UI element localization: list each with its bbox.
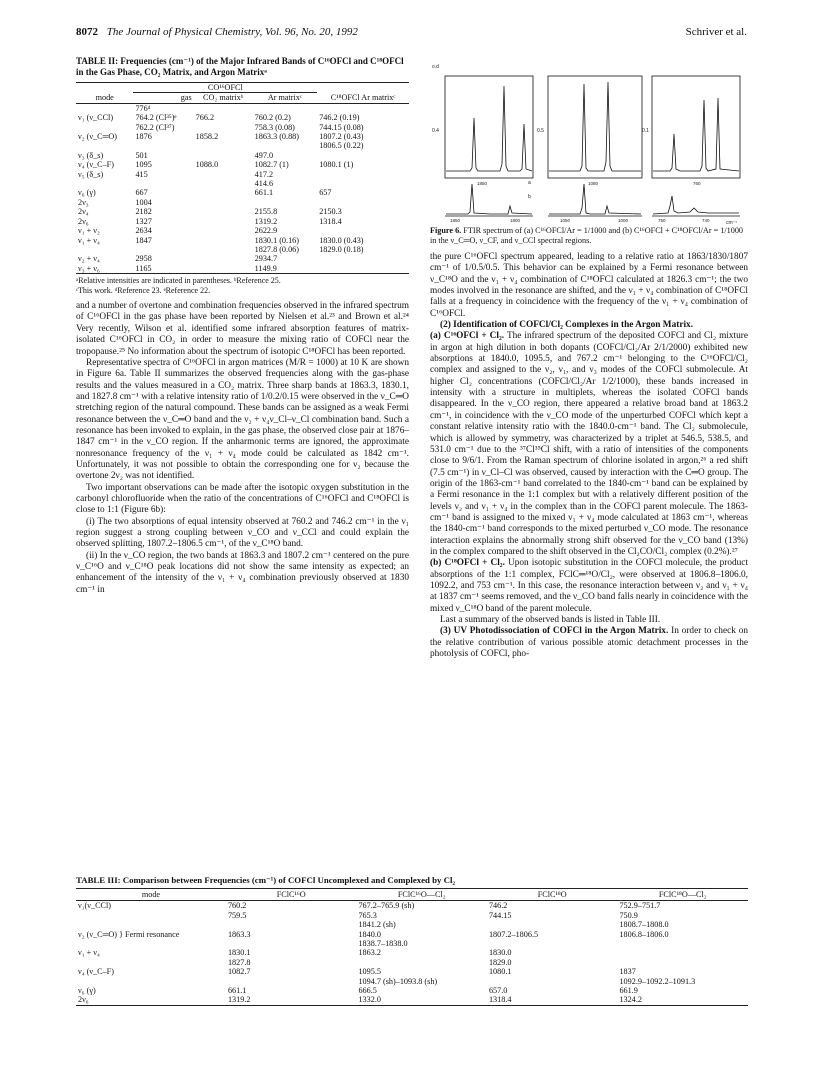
table-cell: 1863.3 (0.88) bbox=[254, 132, 299, 142]
table-cell: 1830.0 (0.43) 1829.0 (0.18) bbox=[319, 235, 364, 254]
table-cell bbox=[253, 198, 318, 207]
table-row bbox=[76, 236, 409, 255]
table-cell bbox=[617, 948, 748, 967]
table2-caption: TABLE II: Frequencies (cm⁻¹) of the Major Infrared Bands of C¹⁶OFCl and C¹⁸OFCl in the Gas Phase, CO₂ Matrix, and Argon Matrixᵃ bbox=[76, 56, 404, 77]
table-cell: ν₁ + ν₄ bbox=[78, 235, 100, 245]
paragraph: the pure C¹⁶OFCl spectrum appeared, leading to a relative ratio at 1863/1830/1807 cm⁻¹ of 1/0.5/0.5. This behavior can be explained by a Fermi resonance between ν_C¹⁸O and the ν₁ + ν₄ combination of C¹⁸OFCl calculated at 1826.3 cm⁻¹; the two modes involved in the resonance are shifted, and the ν₁ + ν₄ combination of C¹⁸OFCl falls at a frequency in coincidence with the frequency of the ν₁ + ν₄ combination of C¹⁶OFCl. bbox=[430, 252, 748, 319]
table-cell: 1080.1 bbox=[488, 967, 512, 977]
table-cell: 1807.2–1806.5 bbox=[488, 929, 539, 939]
table-cell: 1840.0 1838.7–1838.0 bbox=[358, 929, 408, 949]
table2-group-header: CO¹⁶OFCl bbox=[133, 83, 317, 93]
table2-column-header: C¹⁸OFCl Ar matrixᶜ bbox=[317, 93, 409, 103]
table2-column-header: mode bbox=[76, 93, 133, 103]
table-cell: 1876 bbox=[135, 132, 152, 142]
table-cell: 1082.7 bbox=[227, 967, 251, 977]
table-cell: 760.2 759.5 bbox=[227, 901, 247, 920]
table-row bbox=[76, 170, 409, 189]
table-cell: ν₆ (γ) bbox=[78, 986, 96, 996]
table-cell: 1847 bbox=[135, 235, 152, 245]
table-row bbox=[76, 930, 748, 949]
ftir-spectrum-plot bbox=[430, 56, 748, 224]
table-cell: 417.2 414.6 bbox=[254, 169, 274, 189]
table-cell: 1149.9 bbox=[253, 264, 318, 274]
table-cell: 1095.5 1094.7 (sh)–1093.8 (sh) bbox=[358, 967, 438, 986]
table-cell bbox=[317, 151, 409, 160]
table2-column-header: CO₂ matrixᵇ bbox=[194, 93, 253, 103]
table-cell bbox=[194, 188, 253, 197]
subheading: (a) C¹⁶OFCl + Cl₂. bbox=[430, 331, 505, 342]
page-header bbox=[76, 26, 747, 40]
table3-column-header: FClC¹⁸O bbox=[487, 889, 618, 901]
table-cell: 2934.7 bbox=[254, 254, 278, 264]
tick-label: 1050 bbox=[560, 218, 571, 223]
table-cell bbox=[194, 207, 253, 216]
table-row bbox=[76, 198, 409, 207]
table-cell: ν₅ (δ_s) bbox=[78, 169, 104, 179]
table-cell bbox=[317, 170, 409, 189]
table-cell: ν₃ (δ_s) bbox=[78, 150, 104, 160]
paragraph bbox=[430, 558, 748, 615]
table-cell bbox=[194, 236, 253, 255]
spectrum-trace bbox=[653, 196, 739, 214]
table-cell bbox=[194, 217, 253, 226]
table-cell: 764.2 (Cl³⁵)ᵉ 762.2 (Cl³⁷) bbox=[135, 113, 177, 132]
paragraph: and a number of overtone and combination frequencies observed in the infrared spectrum of C¹⁶OFCl in the gas phase have been reported by Nielsen et al.²³ and Brown et al.²⁴ Very recently, Wilson et al. identified some infrared absorption features of matrix-isolated C¹⁶OFCl in CO₂ in order to measure the mixing ratio of COFCl near the tropopause.²⁵ No information about the spectrum of isotopic C¹⁸OFCl has been reported. bbox=[76, 301, 409, 357]
table-row bbox=[76, 264, 409, 274]
figure-6 bbox=[430, 56, 748, 224]
table-cell bbox=[317, 254, 409, 263]
paragraph bbox=[430, 626, 748, 660]
spectrum-trace bbox=[549, 184, 641, 214]
table-cell: 1319.2 bbox=[226, 995, 357, 1005]
table-cell: 2ν₆ bbox=[76, 995, 226, 1005]
axis-unit: cm⁻¹ bbox=[726, 220, 737, 224]
paragraph: Two important observations can be made after the isotopic oxygen substitution in the carbonyl chlorofluoride when the ratio of the concentrations of C¹⁶OFCl and C¹⁸OFCl is close to 1:1 (Figure 6b): bbox=[76, 482, 409, 516]
table-row bbox=[76, 254, 409, 263]
panel-box bbox=[445, 76, 533, 178]
scale-label: 0.5 bbox=[537, 128, 544, 134]
table-cell bbox=[317, 226, 409, 235]
table-cell: 1830.1 (0.16) 1827.8 (0.06) bbox=[254, 235, 299, 254]
table-row bbox=[76, 151, 409, 160]
left-column bbox=[76, 56, 409, 596]
paragraph: Representative spectra of C¹⁶OFCl in argon matrices (M/R = 1000) at 10 K are shown in Figure 6a. Table II summarizes the observed frequencies along with the gas-phase results and the values measured in a CO₂ matrix. Three sharp bands at 1863.3, 1830.1, and 1827.8 cm⁻¹ with a relative intensity ratio of 1/0.2/0.15 were observed in the ν_C═O stretching region of the natural compound. These bands can be assigned as a weak Fermi resonance between the ν_C═O band and the ν₂ + ν₄ν_Cl–ν_Cl combination band. Such a resonance has been invoked to explain, in the gas phase, the observed close pair at 1876–1847 cm⁻¹ in the ν_CO region. If the anharmonic terms are ignored, the approximate nonresonance frequency of the ν₁ + ν₄ mode could be calculated as 1842 cm⁻¹. Unfortunately, it was not possible to obtain the corresponding one for ν₂ because the overtone 2ν₂ was not identified. bbox=[76, 357, 409, 482]
fermi-resonance-note: } Fermi resonance bbox=[117, 929, 180, 939]
spectrum-trace bbox=[446, 86, 532, 171]
table-cell: 1830.0 1829.0 bbox=[488, 948, 512, 967]
table-cell: 1863.2 bbox=[358, 948, 381, 958]
paragraph-text: The infrared spectrum of the deposited COFCl and Cl₂ mixture in argon at high dilution in both dopants (COFCl/Cl₂/Ar 2/1/2000) exhibited new absorptions at 1840.0, 1095.5, and 767.2 cm⁻¹ belonging to the C¹⁶OFCl/Cl₂ complex and assigned to the ν₂, ν₁, and ν₃ modes of the COFCl submolecule. At higher Cl₂ concentrations (COFCl/Cl₂/Ar 1/2/1000), these bands increased in intensity with a structure in multiplets, whereas the isolated COFCl bands disappeared. In the ν_CO region, there appeared a relative broad band at 1863.2 cm⁻¹, in coincidence with the ν_CO mode of the unperturbed COFCl which kept a constant relative intensity ratio with the 1840.0-cm⁻¹ band. The Cl₂ submolecule, which is allowed by symmetry, was characterized by a triplet at 546.5, 538.5, and 531.0 cm⁻¹ due to the ³⁷Cl³⁵Cl shift, with a ratio of intensities of the components close to 9/6/1. From the Raman spectrum of chlorine isolated in argon,²⁶ a red shift (7.5 cm⁻¹) in ν_Cl–Cl was observed, caused by interaction with the C═O group. The origin of the 1863-cm⁻¹ band correlated to the 1840-cm⁻¹ band can be explained by a Fermi resonance in the 1:1 complex but with a relatively different position of the levels ν₂ and ν₁ + ν₄ in the complex than in the COFCl parent molecule. The 1863-cm⁻¹ band is assigned to the mixed ν₁ + ν₄ mode calculated at 1863 cm⁻¹, whereas the 1840-cm⁻¹ band corresponds to the mixed perturbed ν_CO mode. The resonance interaction explains the abnormally strong shift observed for the ν_CO band (13%) in the complex compared to the shift observed in the Cl₂CO/Cl₂ complex (0.2%).²⁷ bbox=[430, 331, 749, 557]
table2 bbox=[76, 82, 409, 274]
paragraph: (ii) In the ν_CO region, the two bands at 1863.3 and 1807.2 cm⁻¹ centered on the pure ν_C¹⁶O and ν_C¹⁸O peak locations did not show the same intensity as expected; an enhancement of the intensity of the ν₁ + ν₄ combination previously observed at 1830 cm⁻¹ in bbox=[76, 550, 409, 595]
table-cell: 1332.0 bbox=[356, 995, 487, 1005]
tick-label: 1000 bbox=[618, 218, 629, 223]
table-cell: 2622.9 bbox=[254, 226, 278, 236]
table-cell bbox=[194, 226, 253, 235]
table-cell: 2ν₄ bbox=[78, 207, 89, 217]
paragraph-text: In order to check on the relative contribution of various possible atomic detachment processes in the photolysis of COFCl, pho- bbox=[430, 626, 748, 660]
table-cell: 2958 bbox=[135, 254, 152, 264]
table-cell: 1318.4 bbox=[319, 216, 342, 226]
table-row bbox=[76, 132, 409, 151]
table-cell: 2ν₃ bbox=[78, 197, 89, 207]
tick-label: 1080 bbox=[588, 181, 599, 186]
table3-column-header: FClC¹⁶O—Cl₂ bbox=[356, 889, 487, 901]
paragraph: Last a summary of the observed bands is listed in Table III. bbox=[440, 615, 661, 625]
heading-text: (2) Identification of COFCl/Cl₂ Complexes in the Argon Matrix. bbox=[440, 320, 694, 331]
table-cell: 1318.4 bbox=[487, 995, 618, 1005]
table-cell: 1165 bbox=[133, 264, 193, 274]
table-cell: 766.2 bbox=[195, 113, 215, 123]
table2-footnote-2: ᶜThis work. ᵈReference 23. ᵉReference 22. bbox=[76, 285, 211, 295]
table-cell: 415 bbox=[135, 169, 148, 179]
figure-caption bbox=[430, 226, 748, 246]
tick-label: 760 bbox=[693, 181, 701, 186]
page-number: 8072 bbox=[76, 26, 98, 38]
journal-title: The Journal of Physical Chemistry, Vol. 96, No. 20, 1992 bbox=[106, 26, 358, 38]
table-cell: 752.9–751.7 750.9 1808.7–1808.0 bbox=[619, 901, 669, 930]
table-cell bbox=[194, 170, 253, 189]
table3-block bbox=[76, 875, 748, 1006]
table-cell: ν₁ + ν₂ bbox=[78, 226, 100, 236]
table-cell: 667 bbox=[135, 188, 148, 198]
section-heading bbox=[430, 320, 748, 331]
spectrum-trace bbox=[549, 82, 641, 171]
table-cell: ν₂ (ν_C═O) bbox=[78, 132, 118, 142]
tick-label: 740 bbox=[702, 218, 710, 223]
tick-label: 1850 bbox=[450, 218, 461, 223]
spectrum-trace bbox=[653, 98, 739, 171]
table-row bbox=[76, 986, 748, 995]
table2-column-header: gas bbox=[133, 93, 193, 103]
table-cell bbox=[194, 151, 253, 160]
table-cell: 1088.0 bbox=[195, 160, 219, 170]
table-cell: 767.2–765.9 (sh) 765.3 1841.2 (sh) bbox=[358, 901, 415, 930]
table-row bbox=[76, 160, 409, 169]
table-row bbox=[76, 103, 409, 113]
table-cell: 1324.2 bbox=[617, 995, 748, 1005]
figure-caption-text: FTIR spectrum of (a) C¹⁶OFCl/Ar = 1/1000 and (b) C¹⁶OFCl + C¹⁸OFCl/Ar = 1/1000 in the ν_C═O, ν_CF, and ν_CCl spectral regions. bbox=[430, 226, 744, 245]
paragraph: (i) The two absorptions of equal intensity observed at 760.2 and 746.2 cm⁻¹ in the ν₁ region suggest a strong coupling between ν_CO and ν_CCl and could explain the observed splitting, 1807.2–1806.5 cm⁻¹, of the ν_C¹⁸O band. bbox=[76, 516, 409, 550]
table-cell: 1082.7 (1) bbox=[254, 160, 289, 170]
table-cell: 1863.3 bbox=[227, 929, 251, 939]
table-cell: 1095 bbox=[135, 160, 152, 170]
tick-label: 1800 bbox=[510, 218, 521, 223]
table-cell: ν₄ (ν_C–F) bbox=[78, 160, 114, 170]
table-cell bbox=[194, 254, 253, 263]
table-cell: 1806.8–1806.0 bbox=[619, 929, 669, 939]
table-row bbox=[76, 948, 748, 967]
table-cell: 2634 bbox=[135, 226, 152, 236]
table3-column-header: FClC¹⁸O—Cl₂ bbox=[617, 889, 748, 901]
table-cell: ν₁(ν_CCl) bbox=[78, 901, 112, 911]
table-cell: 1837 1092.9–1092.2–1091.3 bbox=[619, 967, 696, 986]
table3-column-header: mode bbox=[76, 889, 226, 901]
table-cell bbox=[253, 103, 318, 113]
running-authors: Schriver et al. bbox=[685, 26, 747, 38]
table-cell: 661.9 bbox=[619, 986, 638, 996]
table-cell: 746.2 744.15 bbox=[488, 901, 512, 920]
table-row bbox=[76, 188, 409, 197]
table-cell: 1080.1 (1) bbox=[319, 160, 354, 170]
table-cell: 661.1 bbox=[227, 986, 247, 996]
table-cell: 746.2 (0.19) 744.15 (0.08) bbox=[319, 113, 364, 132]
table-cell: 657.0 bbox=[488, 986, 508, 996]
table-cell: 657 bbox=[319, 188, 332, 198]
table-cell: 1807.2 (0.43) 1806.5 (0.22) bbox=[319, 132, 364, 151]
tick-label: 750 bbox=[658, 218, 666, 223]
table-cell: 776ᵈ bbox=[135, 103, 151, 113]
table-row bbox=[76, 226, 409, 235]
table-cell bbox=[194, 103, 253, 113]
tick-label: 1850 bbox=[477, 181, 488, 186]
table-cell: ν₁ + ν₄ bbox=[78, 948, 100, 958]
scale-label: 0.4 bbox=[432, 128, 439, 134]
table-cell bbox=[317, 103, 409, 113]
table-cell: 501 bbox=[135, 150, 148, 160]
table-row bbox=[76, 113, 409, 132]
table-cell: ν₄ (ν_C–F) bbox=[78, 967, 114, 977]
table-cell: 2ν₆ bbox=[78, 216, 89, 226]
table-cell: 1830.1 1827.8 bbox=[227, 948, 251, 967]
right-column bbox=[430, 56, 748, 660]
od-label: o.d bbox=[432, 64, 439, 70]
spectrum-trace bbox=[446, 184, 532, 214]
table3-column-header: FClC¹⁶O bbox=[226, 889, 357, 901]
table2-column-header: Ar matrixᶜ bbox=[253, 93, 318, 103]
table-cell: 760.2 (0.2) 758.3 (0.08) bbox=[254, 113, 295, 132]
subheading: (3) UV Photodissociation of COFCl in the Argon Matrix. bbox=[440, 626, 669, 637]
table-cell: 497.0 bbox=[254, 150, 274, 160]
table-cell: 1004 bbox=[135, 197, 152, 207]
table3-caption: TABLE III: Comparison between Frequencies (cm⁻¹) of COFCl Uncomplexed and Complexed by Cl₂ bbox=[76, 875, 748, 889]
table-cell bbox=[317, 264, 409, 274]
table-cell: 1858.2 bbox=[195, 132, 219, 142]
table-cell: 2182 bbox=[135, 207, 152, 217]
table-cell: 2155.8 bbox=[254, 207, 278, 217]
table-cell bbox=[317, 198, 409, 207]
table-cell: 1319.2 bbox=[254, 216, 278, 226]
table-cell: 661.1 bbox=[254, 188, 274, 198]
subheading: (b) C¹⁸OFCl + Cl₂. bbox=[430, 558, 505, 569]
paragraph-text: Upon isotopic substitution in the COFCl molecule, the product absorptions of the 1:1 complex, FClC═¹⁸O/Cl₂, were observed at 1806.8–1806.0, 1092.2, and 753 cm⁻¹. In this case, the resonance interaction between ν₂ and ν₁ + ν₄ at 1837 cm⁻¹ seems removed, and the ν_CO band falls nearly in coincidence with the mixed ν_C¹⁸O band of the parent molecule. bbox=[430, 558, 748, 614]
table-cell: ν₆ (γ) bbox=[78, 188, 96, 198]
table-cell: 666.5 bbox=[358, 986, 377, 996]
table-cell: ν₃ + ν₆ bbox=[76, 264, 133, 274]
table-cell bbox=[194, 198, 253, 207]
panel-box bbox=[548, 76, 642, 178]
table-row bbox=[76, 207, 409, 216]
table-cell: ν₂ (ν_C═O) } Fermi resonance bbox=[78, 929, 180, 939]
trace-label-b: b bbox=[528, 194, 531, 200]
table-cell: 1327 bbox=[135, 216, 152, 226]
trace-label-a: a bbox=[528, 180, 531, 186]
table2-footnote-1: ᵃRelative intensities are indicated in parentheses. ᵇReference 25. bbox=[76, 276, 281, 286]
table-cell: ν₂ + ν₄ bbox=[78, 254, 100, 264]
table-row bbox=[76, 995, 748, 1005]
table-row bbox=[76, 217, 409, 226]
figure-number: Figure 6. bbox=[430, 226, 462, 235]
table-cell: 2150.3 bbox=[319, 207, 342, 217]
table-row bbox=[76, 901, 748, 930]
table-cell bbox=[194, 264, 253, 274]
paragraph bbox=[430, 331, 748, 558]
table3 bbox=[76, 889, 748, 1006]
table-cell bbox=[76, 103, 133, 113]
table-row bbox=[76, 967, 748, 986]
table-cell: ν₁ (ν_CCl) bbox=[78, 113, 114, 123]
panel-box bbox=[652, 76, 740, 178]
scale-label: 0.1 bbox=[642, 128, 649, 134]
